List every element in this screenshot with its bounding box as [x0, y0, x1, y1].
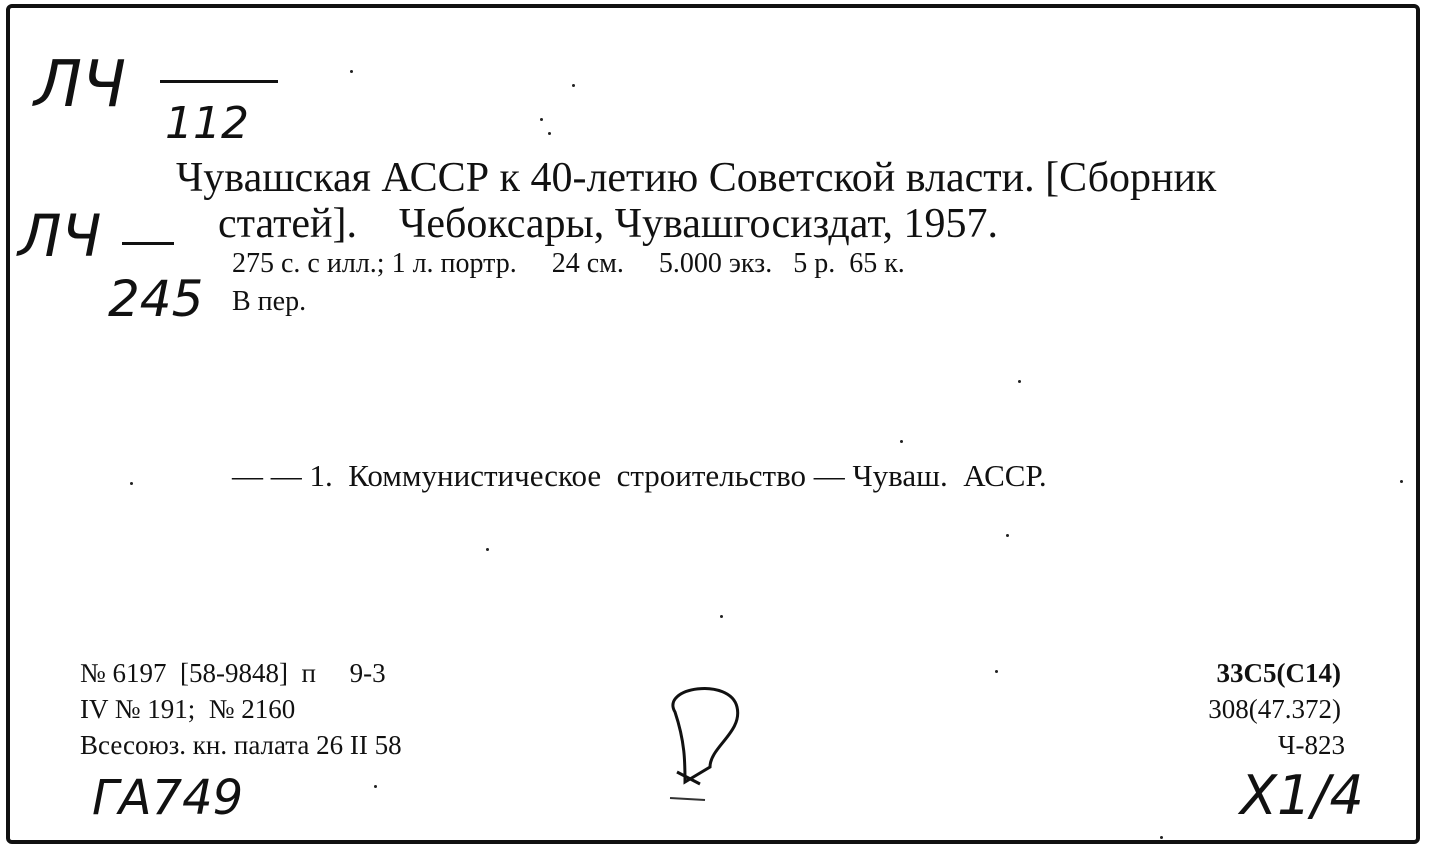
handwritten-fraction-line-1 — [160, 80, 278, 83]
footer-right-line-3: Ч-823 — [1277, 730, 1345, 760]
handwritten-shelf-mark-2-top: ЛЧ — [18, 202, 102, 270]
footer-left-line-3: Всесоюз. кн. палата 26 II 58 — [80, 730, 402, 760]
handwritten-shelf-mark-2-bottom: 245 — [108, 270, 204, 328]
record-title-line-1: Чувашская АССР к 40-летию Советской власти. [Сборник — [176, 155, 1217, 201]
record-collation-line-2: В пер. — [232, 286, 307, 317]
handwritten-bottom-left-code: ГА749 — [92, 770, 244, 826]
footer-left-line-2: IV № 191; № 2160 — [80, 694, 296, 724]
footer-left-line-1: № 6197 [58-9848] п 9-3 — [80, 658, 386, 688]
record-title-line-2: статей]. Чебоксары, Чувашгосиздат, 1957. — [218, 201, 999, 247]
footer-right-line-1: 33С5(С14) — [1216, 658, 1341, 688]
handwritten-shelf-mark-1-bottom: 112 — [165, 98, 249, 149]
handwritten-shelf-mark-1-top: ЛЧ — [34, 48, 126, 122]
subject-heading: — — 1. Коммунистическое строительство — Чуваш. АССР. — [232, 458, 1047, 493]
handwritten-bottom-right-code: X1/4 — [1240, 764, 1364, 827]
record-collation-line-1: 275 с. с илл.; 1 л. портр. 24 см. 5.000 экз. 5 р. 65 к. — [232, 248, 905, 279]
handwritten-fraction-line-2 — [122, 242, 174, 245]
bulb-stamp-mark — [655, 672, 750, 807]
footer-right-line-2: 308(47.372) — [1208, 694, 1341, 724]
